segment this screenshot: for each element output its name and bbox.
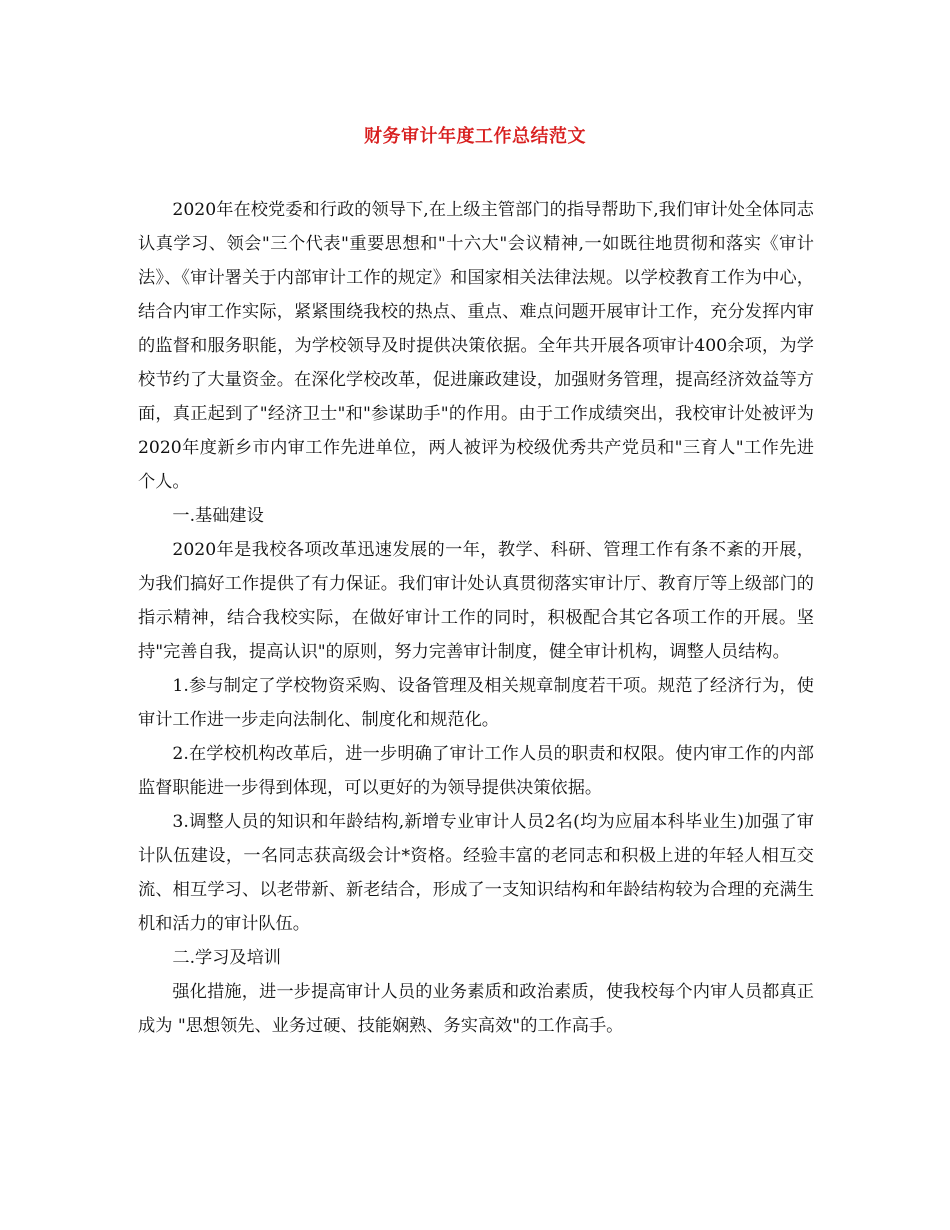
list-item-3: 3.调整人员的知识和年龄结构,新增专业审计人员2名(均为应届本科毕业生)加强了审计队伍建设，一名同志获高级会计*资格。经验丰富的老同志和积极上进的年轻人相互交流、相互学习、以老带新、新老结合，形成了一支知识结构和年龄结构较为合理的充满生机和活力的审计队伍。	[138, 812, 814, 934]
document-body	[138, 193, 814, 1043]
section-heading-training: 二.学习及培训	[172, 948, 281, 968]
paragraph-foundation: 2020年是我校各项改革迅速发展的一年，教学、科研、管理工作有条不紊的开展，为我们搞好工作提供了有力保证。我们审计处认真贯彻落实审计厅、教育厅等上级部门的指示精神，结合我校实际，在做好审计工作的同时，积极配合其它各项工作的开展。坚持"完善自我，提高认识"的原则，努力完善审计制度，健全审计机构，调整人员结构。	[138, 540, 814, 662]
paragraph-intro: 2020年在校党委和行政的领导下,在上级主管部门的指导帮助下,我们审计处全体同志认真学习、领会"三个代表"重要思想和"十六大"会议精神,一如既往地贯彻和落实《审计法》、《审计署关于内部审计工作的规定》和国家相关法律法规。以学校教育工作为中心，结合内审工作实际，紧紧围绕我校的热点、重点、难点问题开展审计工作，充分发挥内审的监督和服务职能，为学校领导及时提供决策依据。全年共开展各项审计400余项，为学校节约了大量资金。在深化学校改革，促进廉政建设，加强财务管理，提高经济效益等方面，真正起到了"经济卫士"和"参谋助手"的作用。由于工作成绩突出，我校审计处被评为2020年度新乡市内审工作先进单位，两人被评为校级优秀共产党员和"三育人"工作先进个人。	[138, 200, 814, 492]
list-item-1: 1.参与制定了学校物资采购、设备管理及相关规章制度若干项。规范了经济行为，使审计工作进一步走向法制化、制度化和规范化。	[138, 676, 814, 730]
list-item-2: 2.在学校机构改革后，进一步明确了审计工作人员的职责和权限。使内审工作的内部监督职能进一步得到体现，可以更好的为领导提供决策依据。	[138, 744, 814, 798]
paragraph-training: 强化措施，进一步提高审计人员的业务素质和政治素质，使我校每个内审人员都真正成为 "思想领先、业务过硬、技能娴熟、务实高效"的工作高手。	[138, 982, 814, 1036]
section-heading-foundation: 一.基础建设	[172, 506, 264, 526]
document-title: 财务审计年度工作总结范文	[364, 126, 586, 147]
